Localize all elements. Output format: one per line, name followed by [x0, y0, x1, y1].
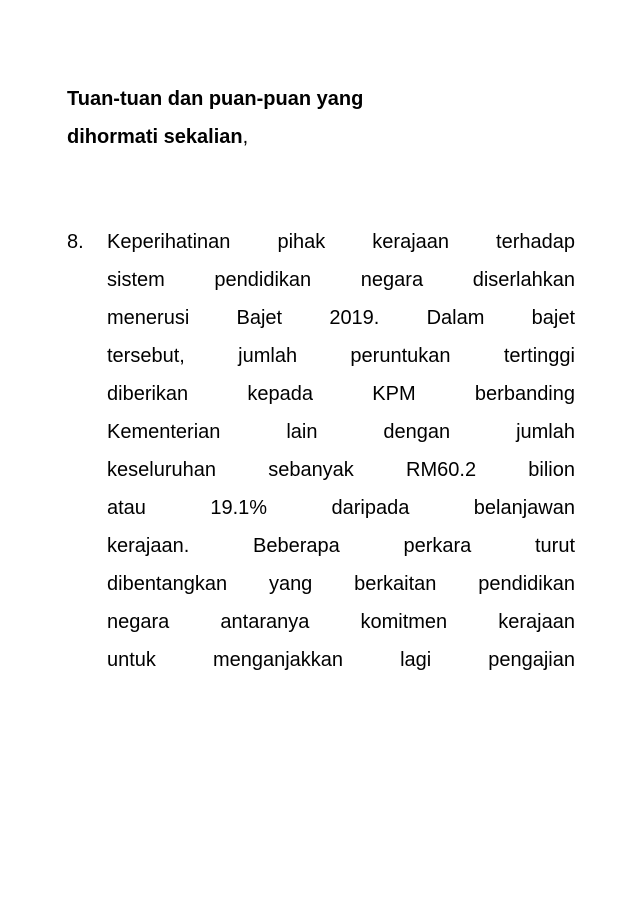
paragraph-line: Kementerian lain dengan jumlah — [107, 421, 575, 443]
paragraph-line: keseluruhan sebanyak RM60.2 bilion — [107, 459, 575, 481]
paragraph-text — [107, 223, 575, 679]
paragraph-line: untuk menganjakkan lagi pengajian — [107, 649, 575, 671]
salutation-line-1: Tuan-tuan dan puan-puan yang — [67, 88, 364, 110]
salutation — [67, 80, 587, 156]
paragraph-line: sistem pendidikan negara diserlahkan — [107, 269, 575, 291]
paragraph-line: dibentangkan yang berkaitan pendidikan — [107, 573, 575, 595]
paragraph-line: diberikan kepada KPM berbanding — [107, 383, 575, 405]
paragraph-number: 8. — [67, 231, 84, 253]
paragraph-line: kerajaan. Beberapa perkara turut — [107, 535, 575, 557]
paragraph-line: tersebut, jumlah peruntukan tertinggi — [107, 345, 575, 367]
salutation-line-2: dihormati sekalian, — [67, 126, 249, 148]
paragraph-line: atau 19.1% daripada belanjawan — [107, 497, 575, 519]
paragraph-line: Keperihatinan pihak kerajaan terhadap — [107, 231, 575, 253]
paragraph-line: menerusi Bajet 2019. Dalam bajet — [107, 307, 575, 329]
paragraph-line: negara antaranya komitmen kerajaan — [107, 611, 575, 633]
